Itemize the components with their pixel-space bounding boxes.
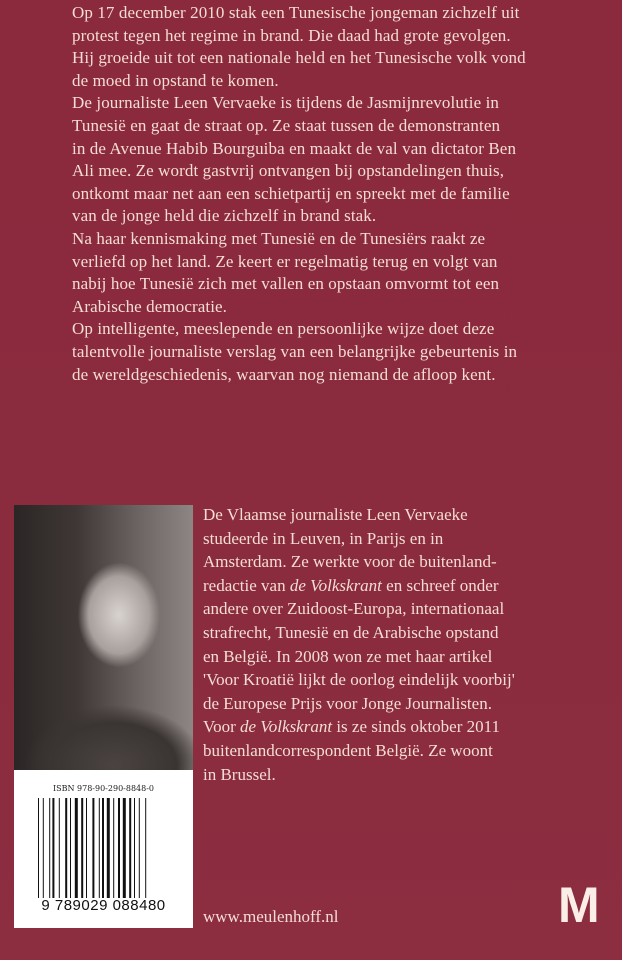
bio-line: Amsterdam. Ze werkte voor de buitenland- [203, 552, 497, 572]
blurb-line: de wereldgeschiedenis, waarvan nog niemand de afloop kent. [72, 364, 496, 384]
barcode-bar [52, 798, 54, 898]
blurb-text [72, 2, 612, 386]
blurb-line: van de jonge held die zichzelf in brand stak. [72, 206, 377, 226]
barcode-bar [81, 798, 83, 898]
author-bio [203, 503, 515, 786]
barcode-bar [70, 798, 71, 898]
bio-line: 'Voor Kroatië lijkt de oorlog eindelijk voorbij' [203, 670, 515, 690]
bio-text: is ze sinds oktober 2011 [332, 717, 501, 737]
blurb-line: de moed in opstand te komen. [72, 70, 279, 90]
bio-line [203, 574, 515, 598]
newspaper-title: de Volkskrant [289, 575, 382, 595]
blurb-line: Op intelligente, meeslepende en persoonlijke wijze doet deze [72, 319, 495, 339]
publisher-logo: M [558, 877, 600, 933]
barcode-bar [43, 798, 44, 898]
barcode-box [14, 770, 193, 928]
barcode-bar [59, 798, 60, 898]
newspaper-title: de Volkskrant [240, 717, 333, 737]
publisher-url[interactable]: www.meulenhoff.nl [203, 907, 339, 926]
barcode-bar [75, 798, 78, 898]
barcode-bar [113, 798, 114, 898]
barcode-bar [123, 798, 126, 898]
blurb-line: Na haar kennismaking met Tunesië en de Tunesiërs raakt ze [72, 228, 486, 248]
barcode-bar [99, 798, 100, 898]
barcode-bar [102, 798, 104, 898]
blurb-line: protest tegen het regime in brand. Die daad had grote gevolgen. [72, 25, 511, 45]
blurb-line: Ali mee. Ze wordt gastvrij ontvangen bij opstandelingen thuis, [72, 161, 505, 181]
blurb-line: Tunesië en gaat de straat op. Ze staat tussen de demonstranten [72, 115, 501, 135]
bio-line: strafrecht, Tunesië en de Arabische opstand [203, 622, 499, 642]
bio-line: De Vlaamse journaliste Leen Vervaeke [203, 505, 468, 524]
blurb-line: in de Avenue Habib Bourguiba en maakt de val van dictator Ben [72, 138, 517, 158]
blurb-line: De journaliste Leen Vervaeke is tijdens de Jasmijnrevolutie in [72, 93, 499, 113]
blurb-line: talentvolle journaliste verslag van een belangrijke gebeurtenis in [72, 341, 518, 361]
barcode-icon [38, 798, 168, 898]
barcode-bar [145, 798, 146, 898]
bio-line: in Brussel. [203, 764, 276, 784]
bio-line [203, 715, 515, 739]
blurb-line: Op 17 december 2010 stak een Tunesische jongeman zichzelf uit [72, 3, 520, 22]
bio-line: studeerde in Leuven, in Parijs en in [203, 528, 444, 548]
bio-text: Voor [203, 717, 240, 737]
blurb-line: Hij groeide uit tot een nationale held en het Tunesische volk vond [72, 48, 526, 68]
blurb-line: Arabische democratie. [72, 296, 228, 316]
barcode-bar [107, 798, 110, 898]
bio-text: en schreef onder [381, 575, 499, 595]
bio-line: en België. In 2008 won ze met haar artikel [203, 646, 493, 666]
isbn-label: ISBN 978-90-290-8848-0 [52, 784, 155, 793]
bio-text: redactie van [203, 575, 290, 595]
barcode-bar [118, 798, 120, 898]
blurb-line: verliefd op het land. Ze keert er regelmatig terug en volgt van [72, 251, 498, 271]
barcode-bar [49, 798, 50, 898]
bio-line: buitenlandcorrespondent België. Ze woont [203, 740, 493, 760]
barcode-bar [65, 798, 67, 898]
barcode-bar [92, 798, 94, 898]
barcode-bar [86, 798, 87, 898]
barcode-bar [139, 798, 140, 898]
barcode-bar [134, 798, 135, 898]
author-photo [14, 505, 193, 770]
bio-line: andere over Zuidoost-Europa, internationaal [203, 599, 505, 619]
barcode-bar [38, 798, 39, 898]
blurb-line: nabij hoe Tunesië zich met vallen en opstaan omvormt tot een [72, 274, 500, 294]
blurb-line: ontkomt maar net aan een schietpartij en spreekt met de familie [72, 183, 510, 203]
bio-line: de Europese Prijs voor Jonge Journalisten. [203, 693, 492, 713]
barcode-bar [129, 798, 131, 898]
barcode-digits: 9 789029 088480 [41, 897, 166, 914]
